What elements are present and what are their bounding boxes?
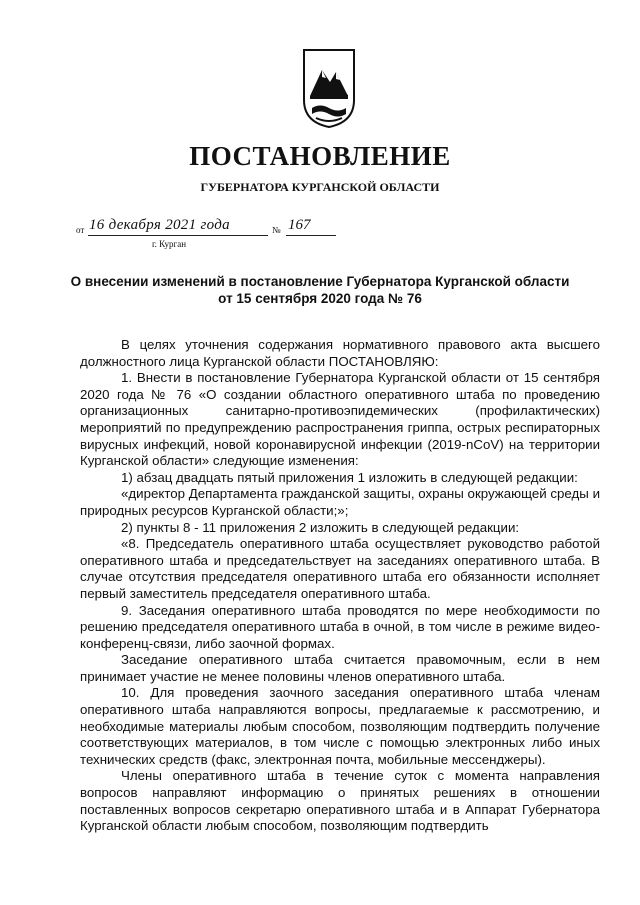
paragraph: 1) абзац двадцать пятый приложения 1 изложить в следующей редакции: [121, 469, 578, 485]
paragraph: Заседание оперативного штаба считается правомочным, если в нем принимает участие не менее половины членов оперативного штаба. [80, 652, 600, 684]
date-underline [88, 235, 268, 236]
paragraph: «директор Департамента гражданской защиты, охраны окружающей среды и природных ресурсов Курганской области;»; [80, 486, 600, 518]
document-heading [40, 273, 600, 307]
heading-line-1: О внесении изменений в постановление Губернатора Курганской области [70, 274, 570, 289]
paragraph: 2) пункты 8 - 11 приложения 2 изложить в следующей редакции: [121, 519, 520, 535]
handwritten-number: 167 [288, 217, 311, 233]
document-meta [76, 215, 376, 257]
paragraph: 1. Внести в постановление Губернатора Курганской области от 15 сентября 2020 года № 76 «О создании областного оперативного штаба по проведению организационных санитарно-противоэпидемических (профилактических) мероприятий по предупреждению распространения гриппа, острых респираторных вирусных инфекций, новой коронавирусной инфекции (2019-nCoV) на территории Курганской области» следующие изменения: [80, 370, 600, 469]
paragraph: «8. Председатель оперативного штаба осуществляет руководство работой оперативного штаба и председательствует на заседаниях оперативного штаба. В случае отсутствия председателя оперативного штаба его обязанности исполняет первый заместитель председателя оперативного штаба. [80, 536, 600, 601]
paragraph: 10. Для проведения заочного заседания оперативного штаба членам оперативного штаба направляются вопросы, предлагаемые к рассмотрению, и необходимые материалы любым способом, позволяющим подтвердить получение соответствующих материалов, в том числе с помощью электронных либо иных технических средств (факс, электронная почта, мобильные мессенджеры). [80, 685, 600, 767]
handwritten-date: 16 декабря 2021 года [89, 217, 230, 233]
number-prefix: № [272, 225, 281, 235]
date-prefix: от [76, 225, 85, 235]
kurgan-coat-of-arms-icon [302, 48, 356, 128]
document-title: ПОСТАНОВЛЕНИЕ [189, 141, 451, 171]
number-underline [286, 235, 336, 236]
document-subtitle: ГУБЕРНАТОРА КУРГАНСКОЙ ОБЛАСТИ [200, 180, 440, 194]
paragraph: Члены оперативного штаба в течение суток с момента направления вопросов направляют информацию о принятых решениях в отношении поставленных вопросов секретарю оперативного штаба и в Аппарат Губернатора Курганской области любым способом, позволяющим подтвердить [80, 768, 600, 834]
paragraph: В целях уточнения содержания нормативного правового акта высшего должностного лица Курганской области ПОСТАНОВЛЯЮ: [80, 337, 600, 369]
document-body [80, 337, 600, 835]
city-label: г. Курган [152, 239, 187, 249]
paragraph: 9. Заседания оперативного штаба проводятся по мере необходимости по решению председателя оперативного штаба в очной, в том числе в режиме видео-конференц-связи, либо заочной формах. [80, 602, 600, 651]
heading-line-2: от 15 сентября 2020 года № 76 [218, 291, 422, 306]
